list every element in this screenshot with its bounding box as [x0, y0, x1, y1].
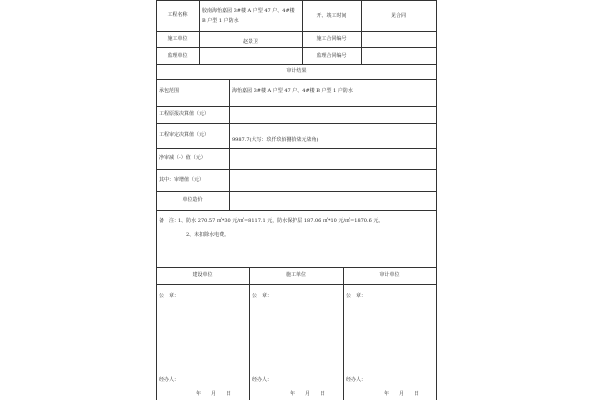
- unit-price-label: 单位造价: [182, 197, 203, 203]
- row-divider: [156, 148, 437, 149]
- column-divider: [361, 0, 362, 64]
- construction-unit-label: 施工单位: [167, 36, 188, 42]
- row-divider: [156, 267, 437, 268]
- seal-label: 公 章：: [346, 293, 367, 299]
- date-label: 年 月 日: [384, 391, 420, 397]
- row-divider: [156, 79, 437, 80]
- completion-time-label: 开、竣工时间: [316, 13, 347, 19]
- handler-label: 经办人：: [159, 377, 180, 383]
- notes-line1: 1、防水 270.57 ㎡*30 元/㎡=8117.1 元，防水保护层 187.06 ㎡*10 元/㎡=1870.6 元。: [178, 218, 384, 224]
- approved-settlement-label: 工程审定决算值（元）: [159, 132, 210, 138]
- row-divider: [156, 284, 437, 285]
- row-divider: [156, 191, 437, 192]
- signature-title-audit: 审计单位: [379, 272, 400, 278]
- row-divider: [156, 123, 437, 124]
- column-divider: [199, 0, 200, 64]
- column-divider: [249, 267, 250, 400]
- original-settlement-label: 工程原报决算值（元）: [159, 111, 210, 117]
- row-divider: [156, 64, 437, 65]
- column-divider: [343, 267, 344, 400]
- project-name-line1: 胶南海怡嘉园 3#楼 A 户型 47 户、4#楼: [202, 8, 295, 14]
- seal-label: 公 章：: [252, 293, 273, 299]
- handler-label: 经办人：: [346, 377, 367, 383]
- scope-value: 海怡嘉园 3#楼 A 户型 47 户、4#楼 B 户型 1 户防水: [232, 88, 353, 94]
- construction-unit-value: 赵景卫: [242, 39, 258, 45]
- table-right-border: [436, 0, 437, 400]
- column-divider: [229, 79, 230, 210]
- approved-settlement-value: 9987.7(大写：玖仟玖佰捌拾柒元柒角): [232, 137, 319, 143]
- net-reduction-label: 净审减（-）值（元）: [159, 155, 206, 161]
- signature-title-construction: 建设单位: [192, 272, 213, 278]
- signature-title-contractor: 施工单位: [285, 272, 306, 278]
- project-name-label: 工程名称: [167, 12, 188, 18]
- settlement-audit-form: [156, 0, 437, 400]
- audit-results-header: 审计结果: [286, 68, 307, 74]
- notes-line2: 2、未扣除水电费。: [186, 232, 230, 238]
- row-divider: [156, 106, 437, 107]
- row-divider: [156, 210, 437, 211]
- scope-label: 承包范围: [159, 88, 180, 94]
- date-label: 年 月 日: [196, 391, 232, 397]
- date-label: 年 月 日: [290, 391, 326, 397]
- row-divider: [156, 169, 437, 170]
- seal-label: 公 章：: [159, 293, 180, 299]
- notes-label: 备 注：: [159, 218, 180, 224]
- handler-label: 经办人：: [252, 377, 273, 383]
- project-name-line2: B 户型 1 户防水: [202, 18, 239, 24]
- supervision-unit-label: 监理单位: [167, 53, 188, 59]
- construction-contract-label: 施工合同编号: [316, 36, 347, 42]
- completion-time-value: 见合同: [390, 13, 406, 19]
- audit-increase-label: 其中：审增值（元）: [159, 177, 205, 183]
- supervision-contract-label: 监理合同编号: [316, 53, 347, 59]
